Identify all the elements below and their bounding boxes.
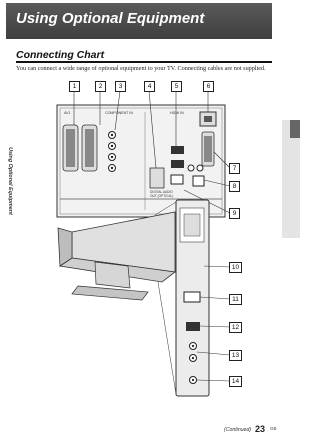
panel-label-av1: AV1 [64,111,71,115]
callout-2: 2 [95,81,106,92]
page-title: Using Optional Equipment [16,10,205,27]
callout-3: 3 [115,81,126,92]
callout-8: 8 [229,181,240,192]
callout-10: 10 [229,262,242,273]
callout-11: 11 [229,294,242,305]
callout-1: 1 [69,81,80,92]
footer-continued: (Continued) [224,427,252,433]
side-tab-label: Using Optional Equipment [7,147,13,215]
callout-13: 13 [229,350,242,361]
callout-6: 6 [203,81,214,92]
callout-14: 14 [229,376,242,387]
language-code: GB [270,426,277,431]
section-title: Connecting Chart [16,49,105,61]
panel-label-hdmi: HDMI IN [170,111,184,115]
callout-9: 9 [229,208,240,219]
callout-4: 4 [144,81,155,92]
panel-label-component: COMPONENT IN [105,111,133,115]
callout-12: 12 [229,322,242,333]
callout-5: 5 [171,81,182,92]
callout-7: 7 [229,163,240,174]
page-number: 23 [255,424,266,434]
panel-label-digital: DIGITAL AUDIO OUT (OPTICAL) [150,190,174,198]
intro-text: You can connect a wide range of optional equipment to your TV. Connecting cables are not supplied. [16,65,266,72]
